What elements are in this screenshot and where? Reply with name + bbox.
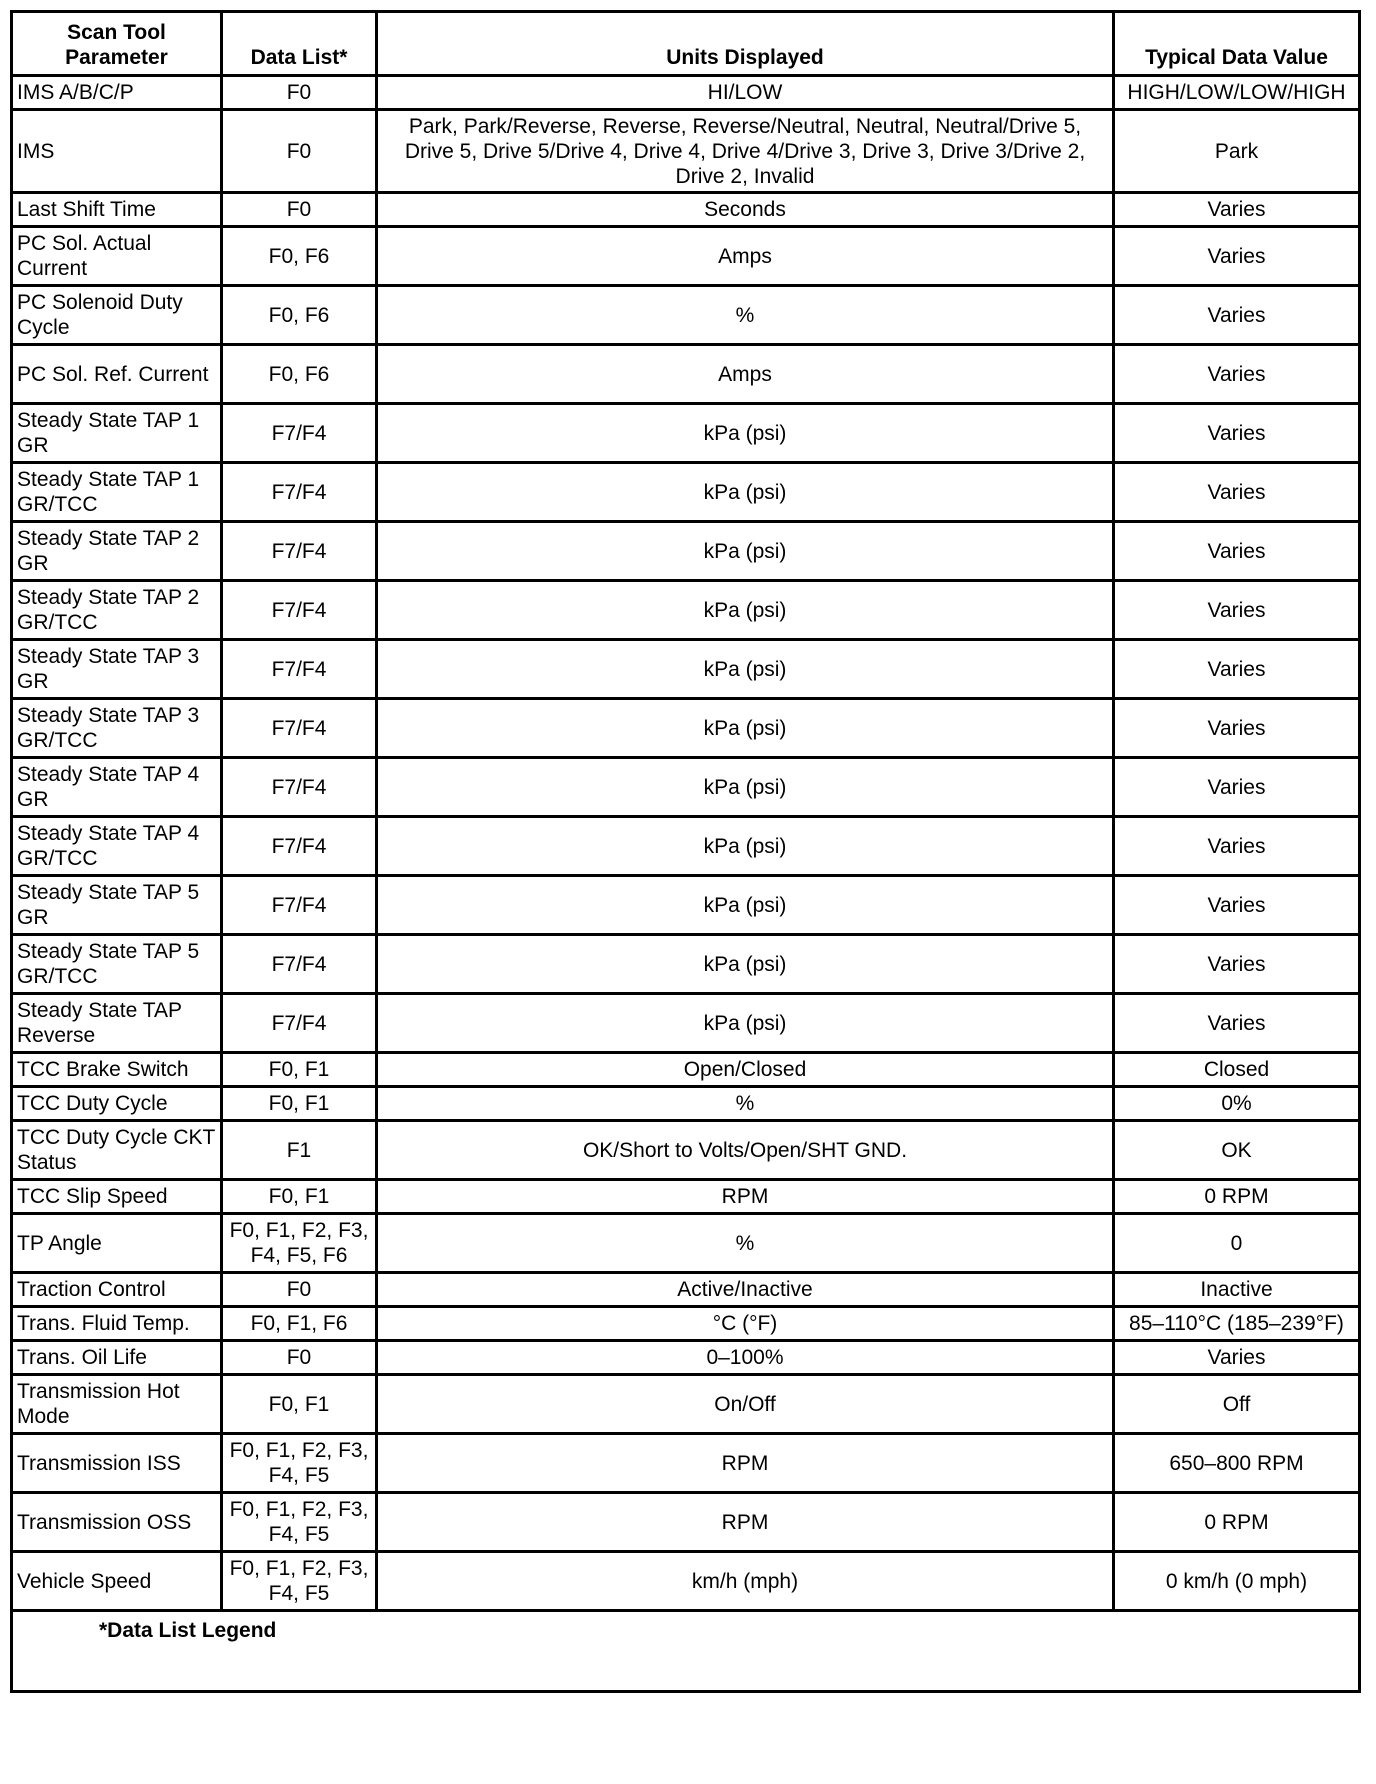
data-list-cell: F0, F1	[222, 1087, 377, 1121]
param-cell: TP Angle	[12, 1214, 222, 1273]
table-row	[12, 193, 1360, 227]
data-list-cell: F0, F1, F2, F3, F4, F5	[222, 1434, 377, 1493]
typical-value-cell: 0%	[1114, 1087, 1360, 1121]
param-cell: Steady State TAP 1 GR/TCC	[12, 463, 222, 522]
param-cell: Steady State TAP 3 GR	[12, 640, 222, 699]
units-cell: OK/Short to Volts/Open/SHT GND.	[377, 1121, 1114, 1180]
typical-value-cell: Varies	[1114, 758, 1360, 817]
data-list-cell: F0	[222, 1341, 377, 1375]
typical-value-cell: 85–110°C (185–239°F)	[1114, 1307, 1360, 1341]
data-list-cell: F7/F4	[222, 994, 377, 1053]
param-cell: Vehicle Speed	[12, 1552, 222, 1611]
data-list-cell: F7/F4	[222, 758, 377, 817]
param-cell: Steady State TAP 2 GR	[12, 522, 222, 581]
table-row	[12, 522, 1360, 581]
typical-value-cell: Varies	[1114, 404, 1360, 463]
typical-value-cell: Varies	[1114, 1341, 1360, 1375]
table-row	[12, 1434, 1360, 1493]
param-cell: IMS	[12, 110, 222, 193]
units-cell: Open/Closed	[377, 1053, 1114, 1087]
units-cell: Seconds	[377, 193, 1114, 227]
data-list-cell: F7/F4	[222, 463, 377, 522]
data-list-cell: F0	[222, 1273, 377, 1307]
param-cell: Steady State TAP 2 GR/TCC	[12, 581, 222, 640]
units-cell: Amps	[377, 227, 1114, 286]
table-row	[12, 345, 1360, 404]
typical-value-cell: Varies	[1114, 227, 1360, 286]
typical-value-cell: Varies	[1114, 640, 1360, 699]
table-row	[12, 699, 1360, 758]
typical-value-cell: Varies	[1114, 463, 1360, 522]
units-cell: kPa (psi)	[377, 404, 1114, 463]
data-list-cell: F0, F1, F6	[222, 1307, 377, 1341]
units-cell: kPa (psi)	[377, 876, 1114, 935]
data-list-cell: F7/F4	[222, 817, 377, 876]
table-row	[12, 935, 1360, 994]
header-scan-tool-parameter: Scan Tool Parameter	[12, 12, 222, 76]
table-row	[12, 817, 1360, 876]
units-cell: kPa (psi)	[377, 463, 1114, 522]
header-data-list: Data List*	[222, 12, 377, 76]
typical-value-cell: Varies	[1114, 286, 1360, 345]
table-row	[12, 404, 1360, 463]
units-cell: RPM	[377, 1434, 1114, 1493]
typical-value-cell: 650–800 RPM	[1114, 1434, 1360, 1493]
table-row	[12, 110, 1360, 193]
data-list-cell: F0, F1, F2, F3, F4, F5	[222, 1493, 377, 1552]
units-cell: HI/LOW	[377, 76, 1114, 110]
data-list-cell: F7/F4	[222, 581, 377, 640]
typical-value-cell: Off	[1114, 1375, 1360, 1434]
data-list-cell: F0, F1	[222, 1180, 377, 1214]
param-cell: PC Solenoid Duty Cycle	[12, 286, 222, 345]
data-list-cell: F7/F4	[222, 522, 377, 581]
typical-value-cell: Varies	[1114, 522, 1360, 581]
table-row	[12, 758, 1360, 817]
typical-value-cell: Varies	[1114, 935, 1360, 994]
table-row	[12, 76, 1360, 110]
data-list-cell: F7/F4	[222, 876, 377, 935]
units-cell: °C (°F)	[377, 1307, 1114, 1341]
units-cell: kPa (psi)	[377, 758, 1114, 817]
typical-value-cell: 0	[1114, 1214, 1360, 1273]
table-row	[12, 1493, 1360, 1552]
table-row	[12, 1180, 1360, 1214]
typical-value-cell: 0 RPM	[1114, 1180, 1360, 1214]
table-row	[12, 1307, 1360, 1341]
units-cell: kPa (psi)	[377, 994, 1114, 1053]
typical-value-cell: Park	[1114, 110, 1360, 193]
param-cell: Transmission ISS	[12, 1434, 222, 1493]
data-list-cell: F1	[222, 1121, 377, 1180]
param-cell: PC Sol. Actual Current	[12, 227, 222, 286]
table-row	[12, 463, 1360, 522]
table-row	[12, 581, 1360, 640]
table-row	[12, 1273, 1360, 1307]
typical-value-cell: Inactive	[1114, 1273, 1360, 1307]
typical-value-cell: 0 km/h (0 mph)	[1114, 1552, 1360, 1611]
typical-value-cell: HIGH/LOW/LOW/HIGH	[1114, 76, 1360, 110]
scan-tool-data-table	[10, 10, 1361, 1693]
param-cell: TCC Brake Switch	[12, 1053, 222, 1087]
param-cell: Steady State TAP 5 GR/TCC	[12, 935, 222, 994]
units-cell: %	[377, 1214, 1114, 1273]
units-cell: kPa (psi)	[377, 935, 1114, 994]
units-cell: Park, Park/Reverse, Reverse, Reverse/Neutral, Neutral, Neutral/Drive 5, Drive 5, Drive 5/Drive 4, Drive 4, Drive 4/Drive 3, Drive 3, Drive 3/Drive 2, Drive 2, Invalid	[377, 110, 1114, 193]
units-cell: kPa (psi)	[377, 699, 1114, 758]
units-cell: %	[377, 1087, 1114, 1121]
param-cell: TCC Duty Cycle CKT Status	[12, 1121, 222, 1180]
data-list-cell: F0, F1, F2, F3, F4, F5, F6	[222, 1214, 377, 1273]
data-list-cell: F7/F4	[222, 404, 377, 463]
table-row	[12, 640, 1360, 699]
units-cell: 0–100%	[377, 1341, 1114, 1375]
param-cell: Trans. Oil Life	[12, 1341, 222, 1375]
data-list-cell: F0	[222, 76, 377, 110]
data-list-cell: F0, F1	[222, 1053, 377, 1087]
table-row	[12, 1375, 1360, 1434]
typical-value-cell: Varies	[1114, 994, 1360, 1053]
data-list-cell: F0, F6	[222, 345, 377, 404]
typical-value-cell: Varies	[1114, 699, 1360, 758]
param-cell: Steady State TAP 5 GR	[12, 876, 222, 935]
data-list-cell: F0, F1	[222, 1375, 377, 1434]
units-cell: kPa (psi)	[377, 817, 1114, 876]
typical-value-cell: Varies	[1114, 193, 1360, 227]
data-list-legend-title: *Data List Legend	[12, 1611, 1360, 1692]
param-cell: TCC Duty Cycle	[12, 1087, 222, 1121]
param-cell: PC Sol. Ref. Current	[12, 345, 222, 404]
table-row	[12, 876, 1360, 935]
table-row	[12, 1552, 1360, 1611]
table-row	[12, 1341, 1360, 1375]
param-cell: Traction Control	[12, 1273, 222, 1307]
units-cell: km/h (mph)	[377, 1552, 1114, 1611]
units-cell: RPM	[377, 1493, 1114, 1552]
units-cell: On/Off	[377, 1375, 1114, 1434]
units-cell: kPa (psi)	[377, 640, 1114, 699]
param-cell: IMS A/B/C/P	[12, 76, 222, 110]
typical-value-cell: Varies	[1114, 876, 1360, 935]
typical-value-cell: OK	[1114, 1121, 1360, 1180]
units-cell: kPa (psi)	[377, 522, 1114, 581]
header-units-displayed: Units Displayed	[377, 12, 1114, 76]
table-row	[12, 1053, 1360, 1087]
data-list-cell: F0, F6	[222, 286, 377, 345]
typical-value-cell: Closed	[1114, 1053, 1360, 1087]
data-list-cell: F0	[222, 193, 377, 227]
param-cell: Steady State TAP 4 GR/TCC	[12, 817, 222, 876]
table-row	[12, 994, 1360, 1053]
legend-row	[12, 1611, 1360, 1692]
scan-tool-data-document	[10, 10, 1358, 1693]
table-row	[12, 227, 1360, 286]
param-cell: Steady State TAP Reverse	[12, 994, 222, 1053]
typical-value-cell: Varies	[1114, 817, 1360, 876]
units-cell: kPa (psi)	[377, 581, 1114, 640]
param-cell: Steady State TAP 1 GR	[12, 404, 222, 463]
data-list-cell: F0	[222, 110, 377, 193]
param-cell: Trans. Fluid Temp.	[12, 1307, 222, 1341]
data-list-cell: F7/F4	[222, 699, 377, 758]
units-cell: RPM	[377, 1180, 1114, 1214]
typical-value-cell: Varies	[1114, 581, 1360, 640]
data-list-cell: F7/F4	[222, 640, 377, 699]
table-row	[12, 1121, 1360, 1180]
table-row	[12, 286, 1360, 345]
units-cell: Active/Inactive	[377, 1273, 1114, 1307]
param-cell: Transmission OSS	[12, 1493, 222, 1552]
param-cell: Steady State TAP 3 GR/TCC	[12, 699, 222, 758]
header-typical-data-value: Typical Data Value	[1114, 12, 1360, 76]
param-cell: Steady State TAP 4 GR	[12, 758, 222, 817]
param-cell: Transmission Hot Mode	[12, 1375, 222, 1434]
data-list-cell: F7/F4	[222, 935, 377, 994]
typical-value-cell: Varies	[1114, 345, 1360, 404]
table-row	[12, 1214, 1360, 1273]
units-cell: Amps	[377, 345, 1114, 404]
table-header-row	[12, 12, 1360, 76]
units-cell: %	[377, 286, 1114, 345]
typical-value-cell: 0 RPM	[1114, 1493, 1360, 1552]
param-cell: Last Shift Time	[12, 193, 222, 227]
data-list-cell: F0, F1, F2, F3, F4, F5	[222, 1552, 377, 1611]
param-cell: TCC Slip Speed	[12, 1180, 222, 1214]
table-row	[12, 1087, 1360, 1121]
data-list-cell: F0, F6	[222, 227, 377, 286]
